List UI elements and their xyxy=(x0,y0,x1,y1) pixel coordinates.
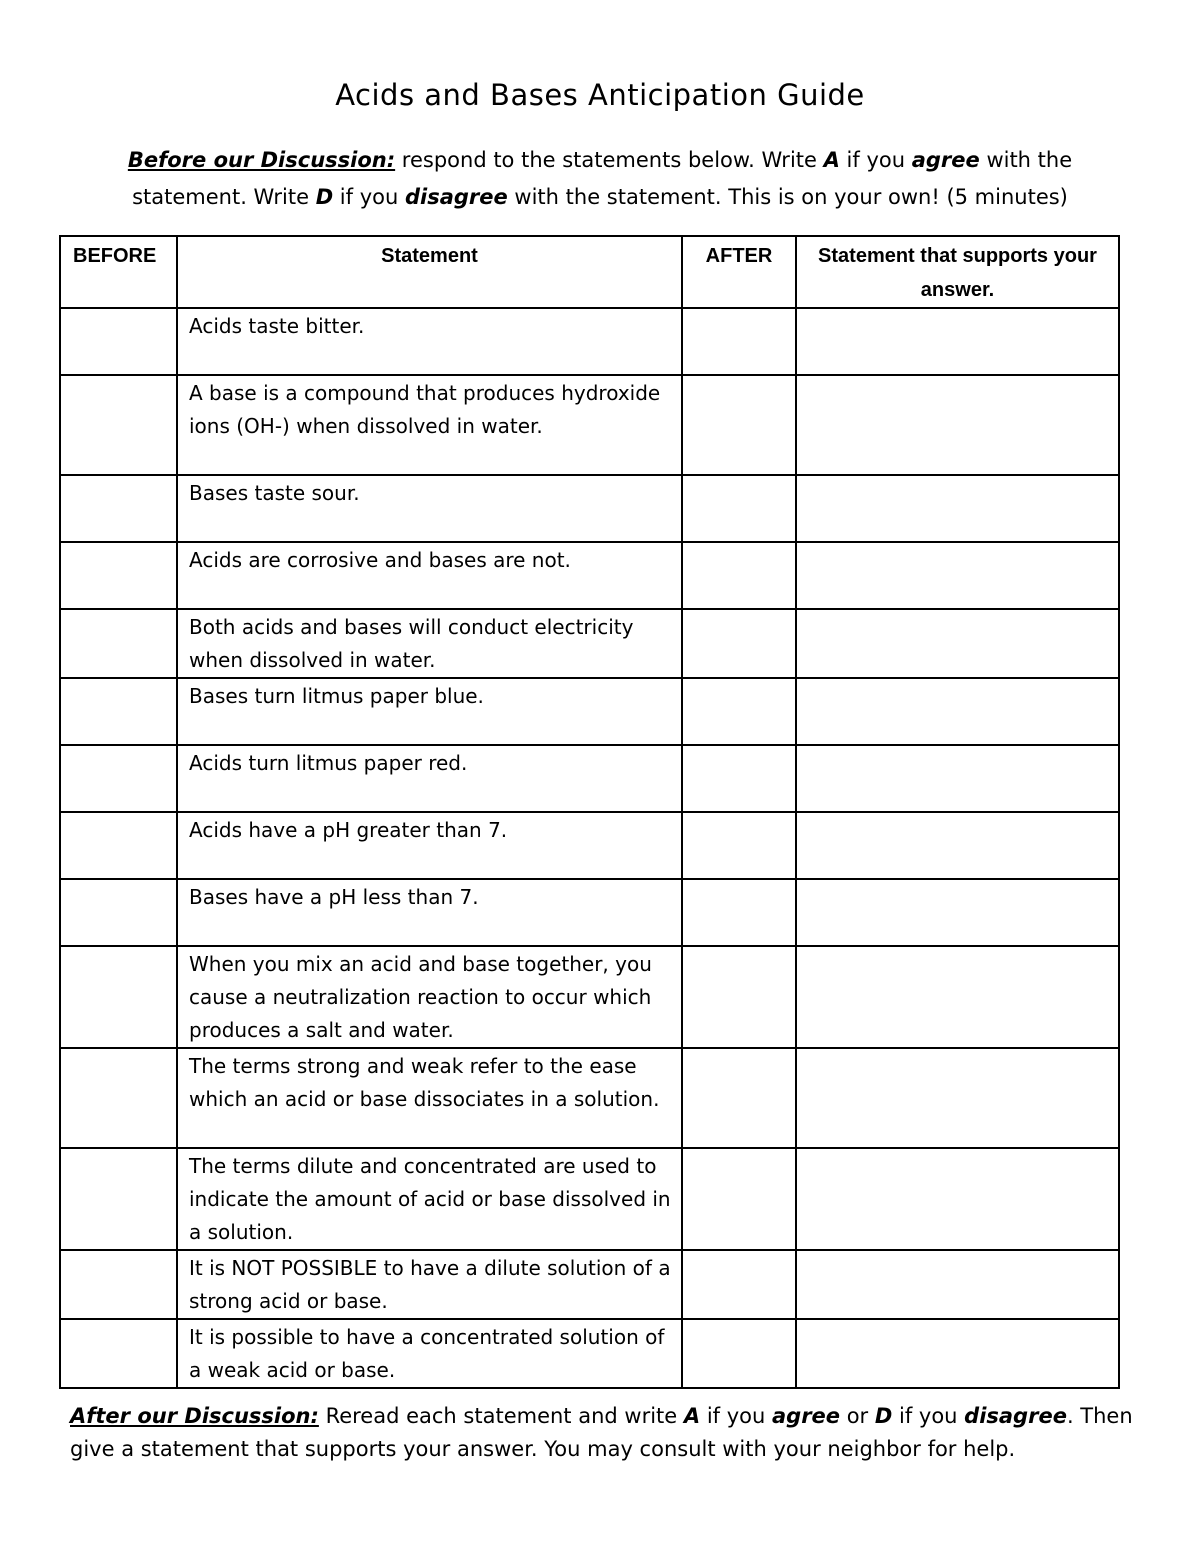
anticipation-table xyxy=(59,235,1120,1389)
after-instructions xyxy=(70,1400,1150,1466)
after-answer-cell[interactable] xyxy=(682,1250,796,1319)
after-answer-cell[interactable] xyxy=(682,609,796,678)
statement-cell: Bases turn litmus paper blue. xyxy=(177,678,682,745)
before-discussion-label: Before our Discussion: xyxy=(127,148,396,172)
after-answer-cell[interactable] xyxy=(682,1148,796,1250)
support-answer-cell[interactable] xyxy=(796,678,1119,745)
table-row xyxy=(60,308,1119,375)
support-answer-cell[interactable] xyxy=(796,1148,1119,1250)
after-discussion-label: After our Discussion: xyxy=(70,1404,319,1428)
statement-cell: It is possible to have a concentrated solution of a weak acid or base. xyxy=(177,1319,682,1388)
support-answer-cell[interactable] xyxy=(796,879,1119,946)
header-support: Statement that supports your answer. xyxy=(796,236,1119,308)
support-answer-cell[interactable] xyxy=(796,542,1119,609)
before-answer-cell[interactable] xyxy=(60,812,177,879)
before-answer-cell[interactable] xyxy=(60,1148,177,1250)
after-answer-cell[interactable] xyxy=(682,542,796,609)
table-row xyxy=(60,475,1119,542)
before-answer-cell[interactable] xyxy=(60,745,177,812)
statement-cell: A base is a compound that produces hydroxide ions (OH-) when dissolved in water. xyxy=(177,375,682,475)
outro-text-2: if you xyxy=(700,1404,772,1428)
statement-cell: Acids have a pH greater than 7. xyxy=(177,812,682,879)
before-answer-cell[interactable] xyxy=(60,678,177,745)
support-answer-cell[interactable] xyxy=(796,745,1119,812)
before-answer-cell[interactable] xyxy=(60,1048,177,1148)
table-row xyxy=(60,745,1119,812)
intro-disagree-word: disagree xyxy=(404,185,508,209)
intro-text-3: with the statement. Write xyxy=(132,148,1073,209)
table-row xyxy=(60,1319,1119,1388)
outro-text-5: . Then give a statement that supports your answer. You may consult with your neighbor for help. xyxy=(70,1404,1133,1461)
after-answer-cell[interactable] xyxy=(682,745,796,812)
page-title: Acids and Bases Anticipation Guide xyxy=(335,78,865,112)
before-answer-cell[interactable] xyxy=(60,542,177,609)
support-answer-cell[interactable] xyxy=(796,308,1119,375)
table-header-row xyxy=(60,236,1119,308)
intro-text-1: respond to the statements below. Write xyxy=(395,148,824,172)
after-answer-cell[interactable] xyxy=(682,946,796,1048)
before-answer-cell[interactable] xyxy=(60,375,177,475)
support-answer-cell[interactable] xyxy=(796,1048,1119,1148)
before-answer-cell[interactable] xyxy=(60,879,177,946)
after-answer-cell[interactable] xyxy=(682,1319,796,1388)
after-answer-cell[interactable] xyxy=(682,1048,796,1148)
outro-disagree-word: disagree xyxy=(964,1404,1067,1428)
intro-text-5: with the statement. This is on your own! (5 minutes) xyxy=(507,185,1068,209)
after-answer-cell[interactable] xyxy=(682,475,796,542)
statement-cell: Acids taste bitter. xyxy=(177,308,682,375)
table-row xyxy=(60,812,1119,879)
intro-agree-word: agree xyxy=(911,148,980,172)
statement-cell: Bases taste sour. xyxy=(177,475,682,542)
statement-cell: Acids are corrosive and bases are not. xyxy=(177,542,682,609)
outro-text-4: if you xyxy=(892,1404,965,1428)
after-answer-cell[interactable] xyxy=(682,678,796,745)
before-answer-cell[interactable] xyxy=(60,475,177,542)
outro-agree-word: agree xyxy=(771,1404,841,1428)
statement-cell: It is NOT POSSIBLE to have a dilute solution of a strong acid or base. xyxy=(177,1250,682,1319)
header-after: AFTER xyxy=(682,236,796,308)
intro-text-2: if you xyxy=(839,148,912,172)
table-row xyxy=(60,678,1119,745)
header-statement: Statement xyxy=(177,236,682,308)
intro-text-4: if you xyxy=(333,185,405,209)
outro-text-3: or xyxy=(840,1404,875,1428)
support-answer-cell[interactable] xyxy=(796,1319,1119,1388)
before-answer-cell[interactable] xyxy=(60,1250,177,1319)
before-answer-cell[interactable] xyxy=(60,1319,177,1388)
table-row xyxy=(60,946,1119,1048)
outro-text-1: Reread each statement and write xyxy=(318,1404,684,1428)
table-row xyxy=(60,1250,1119,1319)
support-answer-cell[interactable] xyxy=(796,375,1119,475)
after-answer-cell[interactable] xyxy=(682,812,796,879)
before-answer-cell[interactable] xyxy=(60,308,177,375)
statement-cell: The terms dilute and concentrated are used to indicate the amount of acid or base dissolved in a solution. xyxy=(177,1148,682,1250)
table-row xyxy=(60,879,1119,946)
support-answer-cell[interactable] xyxy=(796,609,1119,678)
statement-cell: When you mix an acid and base together, you cause a neutralization reaction to occur which produces a salt and water. xyxy=(177,946,682,1048)
support-answer-cell[interactable] xyxy=(796,812,1119,879)
table-row xyxy=(60,1148,1119,1250)
before-answer-cell[interactable] xyxy=(60,946,177,1048)
support-answer-cell[interactable] xyxy=(796,475,1119,542)
after-answer-cell[interactable] xyxy=(682,375,796,475)
after-answer-cell[interactable] xyxy=(682,879,796,946)
table-row xyxy=(60,1048,1119,1148)
after-answer-cell[interactable] xyxy=(682,308,796,375)
statement-cell: Both acids and bases will conduct electricity when dissolved in water. xyxy=(177,609,682,678)
table-row xyxy=(60,542,1119,609)
intro-agree-letter: A xyxy=(823,148,840,172)
statement-cell: Bases have a pH less than 7. xyxy=(177,879,682,946)
intro-disagree-letter: D xyxy=(315,185,334,209)
table-row xyxy=(60,375,1119,475)
header-before: BEFORE xyxy=(60,236,177,308)
before-answer-cell[interactable] xyxy=(60,609,177,678)
support-answer-cell[interactable] xyxy=(796,1250,1119,1319)
statement-cell: The terms strong and weak refer to the ease which an acid or base dissociates in a solution. xyxy=(177,1048,682,1148)
before-instructions xyxy=(90,142,1110,216)
statement-cell: Acids turn litmus paper red. xyxy=(177,745,682,812)
table-row xyxy=(60,609,1119,678)
outro-agree-letter: A xyxy=(683,1404,701,1428)
support-answer-cell[interactable] xyxy=(796,946,1119,1048)
outro-disagree-letter: D xyxy=(874,1404,893,1428)
